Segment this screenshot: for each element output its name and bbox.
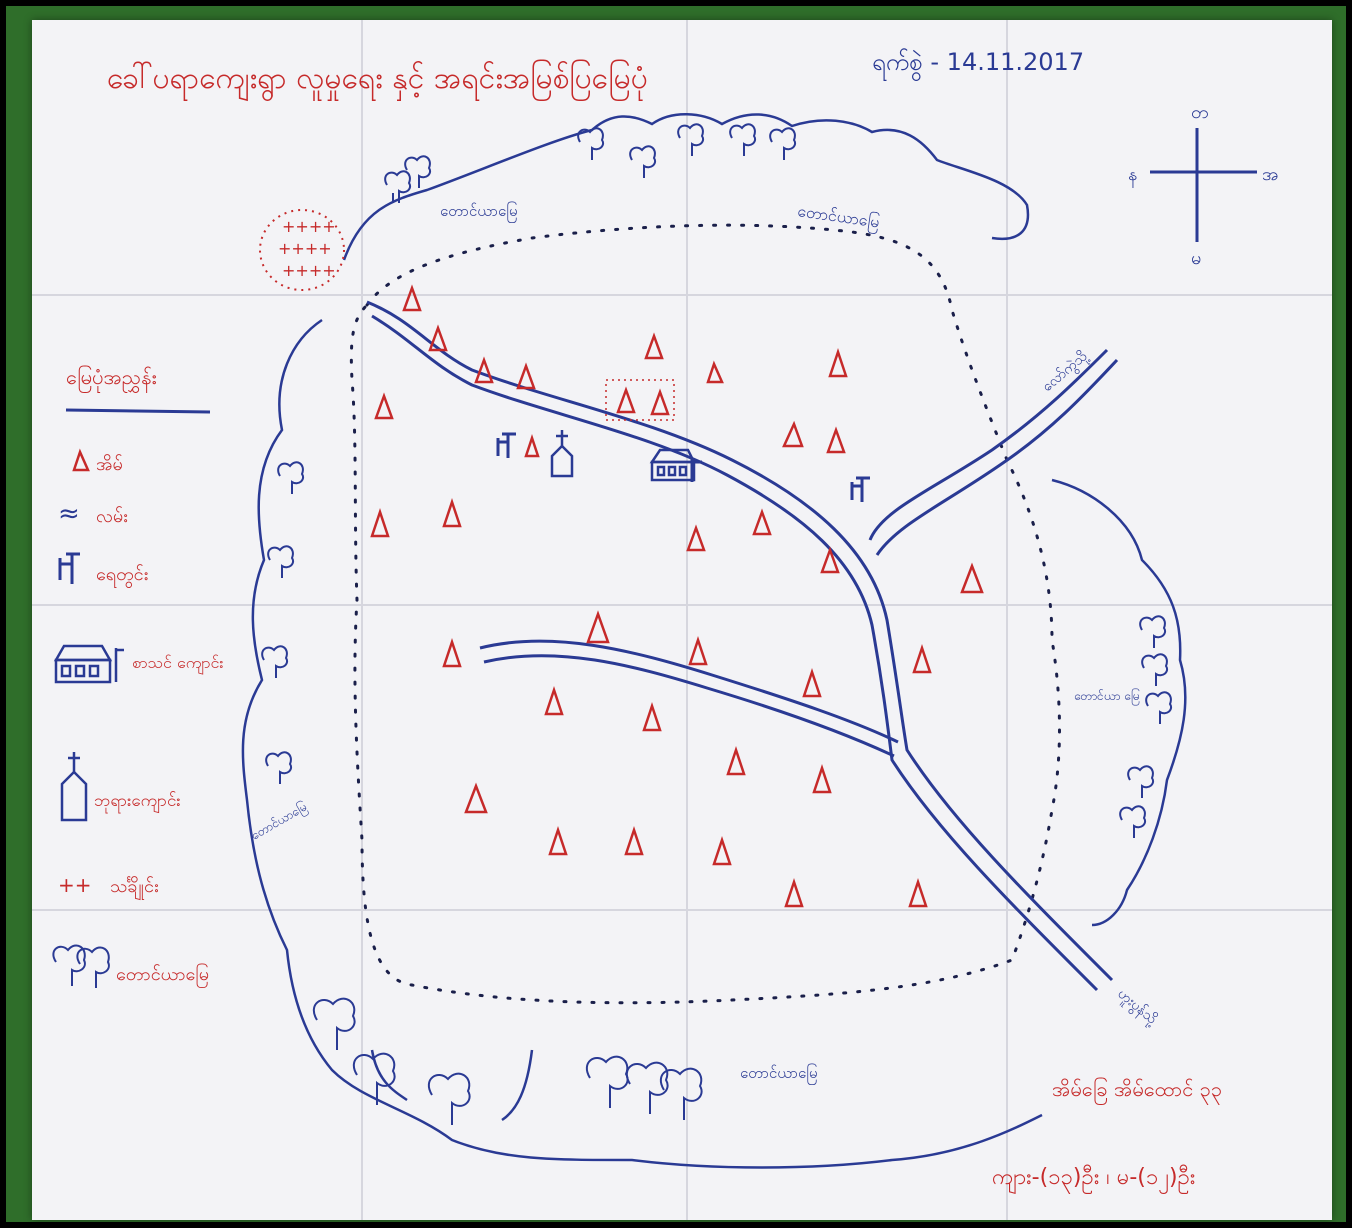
main-road xyxy=(367,302,1112,990)
legend-well-icon xyxy=(60,554,80,584)
legend-church-icon xyxy=(62,752,86,820)
tree-icon xyxy=(730,124,755,156)
map-title: ခေါ်ပရာကျေးရွာ လူမှုရေး နှင့် အရင်းအမြစ်ပြမြေပုံ xyxy=(107,61,648,96)
house xyxy=(814,768,830,792)
tree-icon xyxy=(1128,766,1153,798)
house xyxy=(828,430,844,452)
compass-east: အ xyxy=(1262,164,1279,185)
population-text: ကျား-(၁၃)ဦး ၊ မ-(၁၂)ဦး xyxy=(992,1165,1196,1190)
tree-icon xyxy=(587,1057,628,1108)
tree-icon xyxy=(678,124,703,156)
tree-icon xyxy=(268,546,293,578)
house xyxy=(526,438,538,456)
house xyxy=(518,366,534,388)
compass xyxy=(1150,128,1257,242)
house xyxy=(688,528,704,550)
road-label-southeast: ဟူးပွန်သို့ xyxy=(1114,985,1160,1028)
house xyxy=(546,690,562,714)
tree-icon xyxy=(314,999,355,1050)
well-icon xyxy=(852,478,870,502)
compass-west: န xyxy=(1128,164,1138,185)
house xyxy=(708,364,722,382)
tree-icon xyxy=(385,171,410,203)
house xyxy=(444,642,460,666)
house xyxy=(804,672,820,696)
legend-label-trees: တောင်ယာမြေ xyxy=(116,964,209,985)
road-label-northeast: လော်ကွဲသို့ xyxy=(1039,348,1091,396)
house xyxy=(962,566,982,592)
area-label-top-left: တောင်ယာမြေ xyxy=(440,202,518,220)
compass-north: တ xyxy=(1191,102,1209,123)
svg-text:++++: ++++ xyxy=(282,217,336,236)
svg-text:++++: ++++ xyxy=(282,261,336,280)
tree-icon xyxy=(770,128,795,160)
house xyxy=(754,512,770,534)
house xyxy=(372,512,388,536)
legend-label-cemetery: သင်္ချိုင်း xyxy=(110,876,159,897)
legend xyxy=(53,365,223,988)
area-label-left: တောင်ယာမြေ xyxy=(248,799,310,843)
tree-icon xyxy=(266,752,291,784)
legend-label-house: အိမ် xyxy=(96,454,123,475)
house xyxy=(618,390,634,412)
legend-cemetery-icon: ++ xyxy=(58,873,92,897)
legend-title: မြေပုံအညွှန်း xyxy=(66,365,157,389)
paper-folds xyxy=(32,20,1332,1220)
house xyxy=(910,882,926,906)
house xyxy=(588,614,608,642)
tree-icon xyxy=(627,1063,668,1114)
map-paper xyxy=(32,20,1332,1220)
legend-label-well: ရေတွင်း xyxy=(96,564,149,585)
house xyxy=(376,396,392,418)
house xyxy=(466,786,486,812)
well-icon xyxy=(498,434,516,458)
house xyxy=(646,336,662,358)
legend-school-icon xyxy=(56,646,124,682)
households-text: အိမ်ခြေ အိမ်ထောင် ၃၃ xyxy=(1052,1077,1223,1101)
tree-icon xyxy=(630,146,655,178)
house xyxy=(404,288,420,310)
area-label-right: တောင်ယာ မြေ xyxy=(1074,689,1140,703)
northeast-road xyxy=(870,350,1117,555)
house xyxy=(784,424,802,446)
house xyxy=(690,640,706,664)
legend-label-road: လမ်း xyxy=(96,506,128,527)
house xyxy=(550,830,566,854)
map-drawing xyxy=(32,20,1332,1220)
map-date: ရက်စွဲ - 14.11.2017 xyxy=(872,48,1085,76)
tree-icon xyxy=(1142,654,1167,686)
compass-south: မ xyxy=(1191,248,1202,269)
tree-icon xyxy=(1140,616,1165,648)
legend-road-icon: ≈ xyxy=(58,499,80,529)
house xyxy=(830,352,846,376)
tree-icon xyxy=(1120,806,1145,838)
house xyxy=(652,392,668,414)
house xyxy=(644,706,660,730)
legend-trees-icon xyxy=(53,945,109,988)
legend-label-school: စာသင် ကျောင်း xyxy=(132,653,224,672)
area-label-bottom: တောင်ယာမြေ xyxy=(740,1064,818,1082)
house xyxy=(786,882,802,906)
legend-label-church: ဘုရားကျောင်း xyxy=(94,791,181,811)
svg-text:++++: ++++ xyxy=(278,239,332,258)
tree-icon xyxy=(262,646,287,678)
area-label-top-right: တောင်ယာမြေ xyxy=(796,201,881,232)
house xyxy=(714,840,730,864)
tree-icon xyxy=(278,462,303,494)
legend-house-icon xyxy=(74,452,88,470)
house xyxy=(444,502,460,526)
cemetery xyxy=(260,210,344,290)
house xyxy=(626,830,642,854)
village-boundary xyxy=(351,225,1059,1003)
west-road xyxy=(480,641,898,756)
farmland-trees xyxy=(262,124,1171,1125)
house xyxy=(728,750,744,774)
tree-icon xyxy=(1146,692,1171,724)
tree-icon xyxy=(429,1074,470,1125)
church-icon xyxy=(552,430,572,476)
house xyxy=(914,648,930,672)
